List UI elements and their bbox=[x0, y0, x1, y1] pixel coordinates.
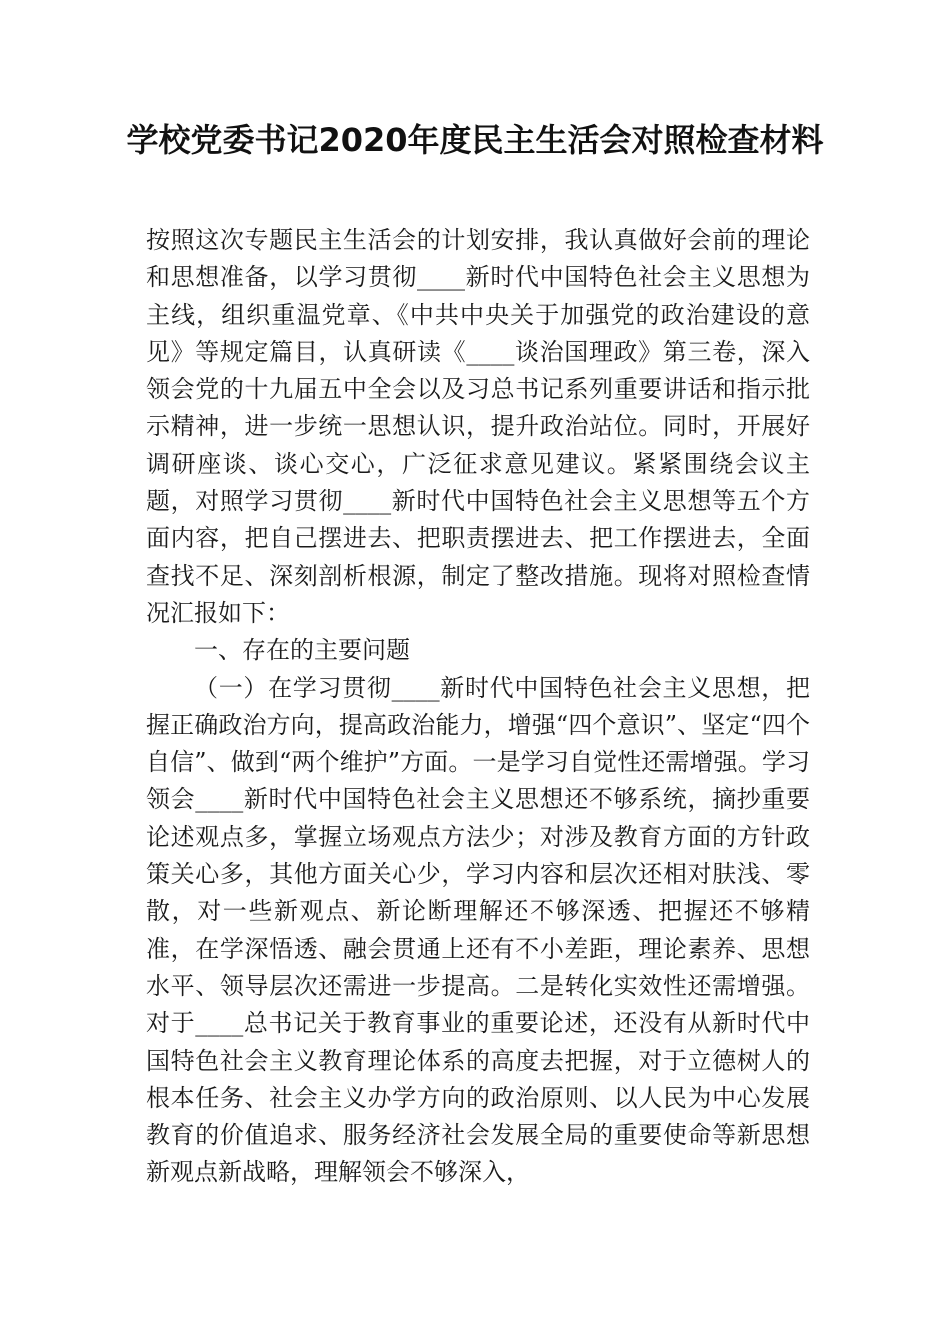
body-paragraph-issue-1: （一）在学习贯彻____新时代中国特色社会主义思想，把握正确政治方向，提高政治能力，增强“四个意识”、坚定“四个自信”、做到“两个维护”方面。一是学习自觉性还需增强。学习领会____新时代中国特色社会主义思想还不够系统，摘抄重要论述观点多，掌握立场观点方法少；对涉及教育方面的方针政策关心多，其他方面关心少，学习内容和层次还相对肤浅、零散，对一些新观点、新论断理解还不够深透、把握还不够精准，在学深悟透、融会贯通上还有不小差距，理论素养、思想水平、领导层次还需进一步提高。二是转化实效性还需增强。对于____总书记关于教育事业的重要论述，还没有从新时代中国特色社会主义教育理论体系的高度去把握，对于立德树人的根本任务、社会主义办学方向的政治原则、以人民为中心发展教育的价值追求、服务经济社会发展全局的重要使命等新思想新观点新战略，理解领会不够深入， bbox=[146, 673, 810, 1187]
document-title: 学校党委书记2020年度民主生活会对照检查材料 bbox=[126, 121, 824, 159]
body-paragraph-intro: 按照这次专题民主生活会的计划安排，我认真做好会前的理论和思想准备，以学习贯彻____新时代中国特色社会主义思想为主线，组织重温党章、《中共中央关于加强党的政治建设的意见》等规定篇目，认真研读《____谈治国理政》第三卷，深入领会党的十九届五中全会以及习总书记系列重要讲话和指示批示精神，进一步统一思想认识，提升政治站位。同时，开展好调研座谈、谈心交心，广泛征求意见建议。紧紧围绕会议主题，对照学习贯彻____新时代中国特色社会主义思想等五个方面内容，把自己摆进去、把职责摆进去、把工作摆进去，全面查找不足、深刻剖析根源，制定了整改措施。现将对照检查情况汇报如下： bbox=[146, 226, 810, 627]
document-body bbox=[146, 222, 810, 1192]
section-heading: 一、存在的主要问题 bbox=[194, 636, 410, 665]
